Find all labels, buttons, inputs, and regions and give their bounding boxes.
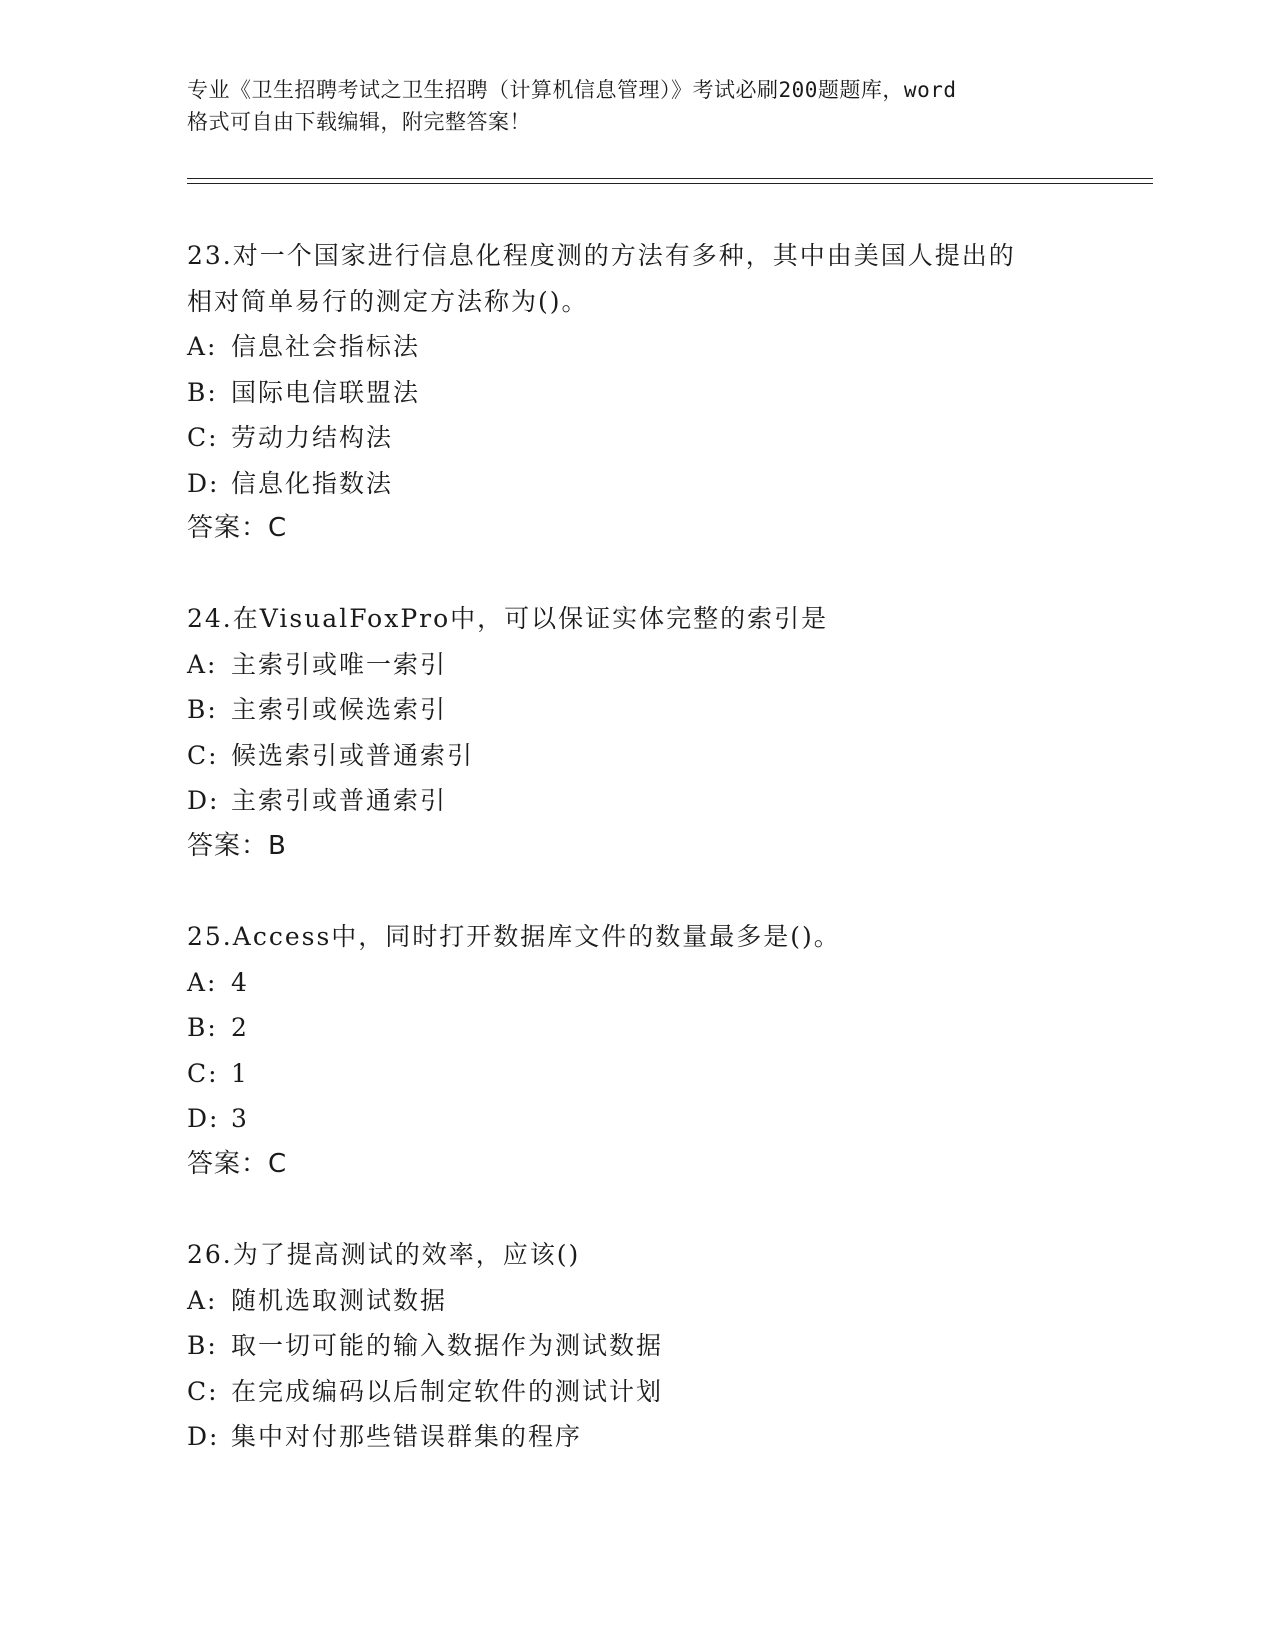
option-b <box>187 1323 1117 1369</box>
option-c <box>187 733 1117 779</box>
option-text: 集中对付那些错误群集的程序 <box>231 1422 583 1451</box>
option-letter: D: <box>187 1422 220 1451</box>
question-block <box>187 1232 1117 1460</box>
option-text: 在完成编码以后制定软件的测试计划 <box>231 1376 664 1406</box>
option-letter: A: <box>187 649 218 679</box>
option-b <box>187 370 1117 416</box>
answer-line: 答案：B <box>187 830 287 861</box>
option-letter: A: <box>187 332 218 361</box>
option-a <box>187 642 1117 688</box>
document-header <box>187 74 1087 138</box>
option-text: 取一切可能的输入数据作为测试数据 <box>231 1331 664 1360</box>
option-text: 2 <box>231 1013 249 1042</box>
option-text: 劳动力结构法 <box>231 423 394 452</box>
option-letter: A: <box>187 1285 218 1315</box>
answer-line: 答案：C <box>187 1148 288 1179</box>
header-line: 格式可自由下载编辑，附完整答案！ <box>187 110 531 134</box>
option-a <box>187 1278 1117 1324</box>
option-text: 国际电信联盟法 <box>231 377 421 407</box>
option-text: 1 <box>231 1058 249 1088</box>
option-a <box>187 960 1117 1006</box>
option-d <box>187 1096 1117 1142</box>
option-d <box>187 778 1117 824</box>
option-letter: C: <box>187 1376 219 1406</box>
option-text: 信息化指数法 <box>231 468 394 498</box>
option-letter: C: <box>187 740 219 770</box>
option-letter: D: <box>187 1104 220 1133</box>
question-stem: 24.在VisualFoxPro中，可以保证实体完整的索引是 <box>187 604 829 633</box>
option-text: 候选索引或普通索引 <box>231 740 475 770</box>
option-a <box>187 324 1117 370</box>
option-text: 主索引或普通索引 <box>231 786 448 815</box>
option-c <box>187 1369 1117 1415</box>
option-c <box>187 1051 1117 1097</box>
option-b <box>187 1005 1117 1051</box>
option-d <box>187 1414 1117 1460</box>
option-letter: A: <box>187 967 218 997</box>
option-d <box>187 461 1117 507</box>
question-stem: 25.Access中，同时打开数据库文件的数量最多是()。 <box>187 922 841 951</box>
question-stem: 23.对一个国家进行信息化程度测的方法有多种，其中由美国人提出的 <box>187 241 1016 270</box>
option-text: 4 <box>231 967 249 997</box>
option-c <box>187 415 1117 461</box>
option-letter: C: <box>187 423 219 452</box>
question-stem: 26.为了提高测试的效率，应该() <box>187 1240 581 1269</box>
option-letter: C: <box>187 1058 219 1088</box>
option-text: 主索引或唯一索引 <box>231 649 448 679</box>
option-text: 3 <box>231 1104 249 1133</box>
option-text: 信息社会指标法 <box>231 332 421 361</box>
option-b <box>187 687 1117 733</box>
question-stem: 相对简单易行的测定方法称为()。 <box>187 286 589 316</box>
question-block <box>187 914 1117 1187</box>
header-divider <box>187 178 1153 179</box>
option-text: 随机选取测试数据 <box>231 1285 448 1315</box>
option-letter: B: <box>187 1013 218 1042</box>
option-letter: D: <box>187 786 220 815</box>
option-letter: B: <box>187 695 218 724</box>
answer-line: 答案：C <box>187 513 288 543</box>
option-letter: D: <box>187 468 220 498</box>
header-line: 专业《卫生招聘考试之卫生招聘（计算机信息管理）》考试必刷200题题库，word <box>187 78 957 102</box>
option-letter: B: <box>187 1331 218 1360</box>
question-block <box>187 596 1117 869</box>
option-letter: B: <box>187 377 218 407</box>
header-divider <box>187 183 1153 184</box>
option-text: 主索引或候选索引 <box>231 695 448 724</box>
question-block <box>187 233 1117 552</box>
